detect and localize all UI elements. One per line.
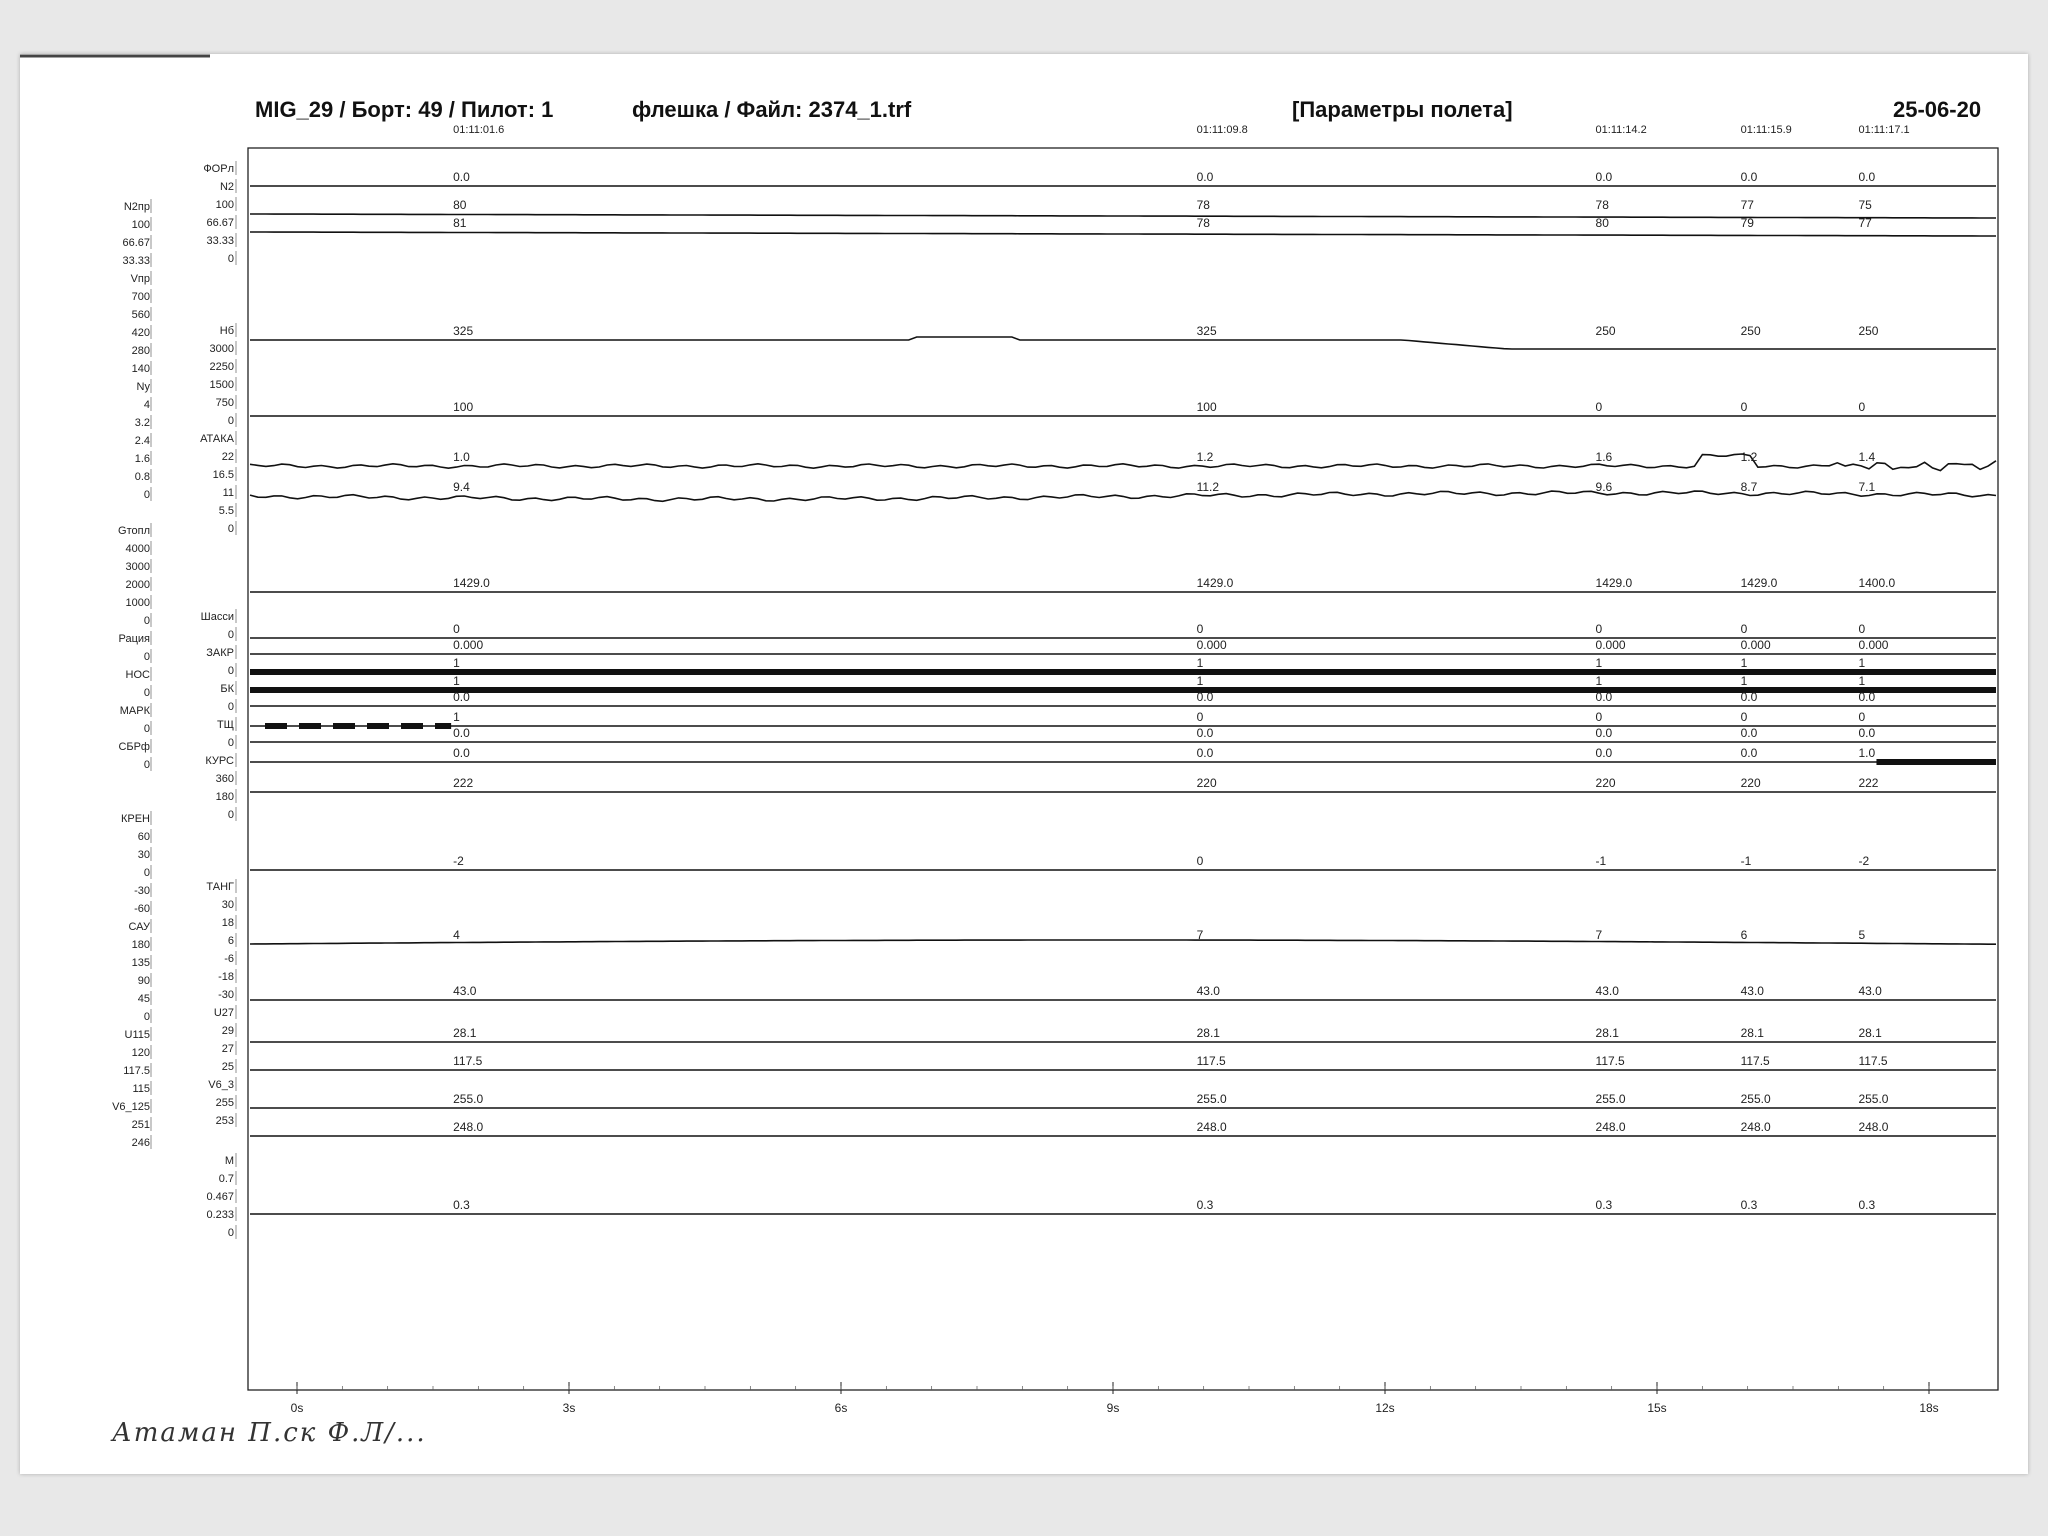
mid-scale-label: 33.33 bbox=[206, 235, 234, 247]
mid-scale-label: 0.7 bbox=[218, 1173, 234, 1185]
trace-value-label: 1.0 bbox=[453, 450, 470, 464]
trace-value-label: 4 bbox=[453, 928, 460, 942]
trace-value-label: 255.0 bbox=[1196, 1092, 1227, 1106]
trace-value-label: 28.1 bbox=[1858, 1026, 1882, 1040]
trace-value-label: 78 bbox=[1196, 216, 1210, 230]
x-axis-tick-label: 9s bbox=[1106, 1401, 1120, 1415]
mid-scale-label: ТЩ bbox=[216, 719, 234, 731]
x-axis-tick-label: 0s bbox=[290, 1401, 304, 1415]
trace-value-label: 1 bbox=[453, 656, 460, 670]
trace-value-label: 117.5 bbox=[1858, 1054, 1888, 1068]
left-scale-label: 700 bbox=[131, 291, 150, 303]
trace-value-label: 0.000 bbox=[1858, 638, 1889, 652]
trace-value-label: 78 bbox=[1196, 198, 1210, 212]
trace-value-label: 325 bbox=[1196, 324, 1217, 338]
trace-value-label: 0.3 bbox=[453, 1198, 470, 1212]
trace-value-label: 1.4 bbox=[1858, 450, 1876, 464]
left-scale-label: N2пр bbox=[123, 201, 150, 213]
mid-scale-label: 750 bbox=[215, 397, 234, 409]
trace-value-label: 43.0 bbox=[1196, 984, 1220, 998]
trace-nose bbox=[250, 669, 1996, 675]
left-scale-label: 0 bbox=[143, 651, 150, 663]
trace-value-label: -2 bbox=[1858, 854, 1870, 868]
trace-value-label: 9.6 bbox=[1595, 480, 1613, 494]
mid-scale-label: -6 bbox=[224, 953, 234, 965]
left-scale-label: СБРф bbox=[118, 741, 150, 753]
x-axis-tick-label: 3s bbox=[562, 1401, 576, 1415]
file-header: флешка / Файл: 2374_1.trf bbox=[632, 97, 912, 122]
trace-value-label: 1 bbox=[1196, 674, 1204, 688]
left-scale-label: 246 bbox=[131, 1137, 150, 1149]
trace-value-label: 0 bbox=[1858, 400, 1866, 414]
trace-attack bbox=[250, 491, 1996, 501]
trace-ny bbox=[250, 454, 1996, 471]
trace-value-label: 1 bbox=[1740, 674, 1748, 688]
left-scale-label: 0 bbox=[143, 759, 150, 771]
trace-value-label: 1429.0 bbox=[1595, 576, 1633, 590]
trace-value-label: 117.5 bbox=[1740, 1054, 1770, 1068]
handwritten-signature: Атаман П.ск Ф.Л/... bbox=[112, 1418, 427, 1448]
trace-value-label: 1 bbox=[1595, 656, 1603, 670]
trace-value-label: 0.0 bbox=[453, 690, 470, 704]
left-scale-label: 180 bbox=[131, 939, 150, 951]
trace-value-label: 43.0 bbox=[1740, 984, 1764, 998]
trace-value-label: 28.1 bbox=[1196, 1026, 1220, 1040]
left-scale-label: -30 bbox=[134, 885, 150, 897]
trace-value-label: 80 bbox=[1595, 216, 1609, 230]
trace-value-label: 43.0 bbox=[453, 984, 477, 998]
left-scale-label: 0 bbox=[143, 1011, 150, 1023]
trace-value-label: 1429.0 bbox=[1196, 576, 1234, 590]
trace-value-label: 0 bbox=[1858, 710, 1866, 724]
trace-value-label: 250 bbox=[1740, 324, 1761, 338]
trace-value-label: -2 bbox=[453, 854, 464, 868]
mid-scale-label: 6 bbox=[227, 935, 234, 947]
mid-scale-label: 0 bbox=[227, 665, 234, 677]
left-scale-label: V6_125 bbox=[112, 1101, 150, 1113]
trace-value-label: 0 bbox=[1740, 710, 1748, 724]
trace-value-label: 0 bbox=[1196, 854, 1204, 868]
trace-value-label: 0.3 bbox=[1595, 1198, 1613, 1212]
left-scale-label: -60 bbox=[134, 903, 150, 915]
mid-scale-label: ТАНГ bbox=[206, 881, 234, 893]
left-scale-label: КРЕН bbox=[120, 813, 150, 825]
mid-scale-label: М bbox=[224, 1155, 234, 1167]
trace-value-label: 0 bbox=[1740, 400, 1748, 414]
left-scale-label: САУ bbox=[128, 921, 150, 933]
trace-value-label: 7 bbox=[1595, 928, 1603, 942]
left-scale-label: 90 bbox=[137, 975, 150, 987]
left-scale-label: 135 bbox=[131, 957, 150, 969]
left-scale-label: 420 bbox=[131, 327, 150, 339]
timestamp-label: 01:11:17.1 bbox=[1858, 124, 1910, 136]
trace-value-label: 0.0 bbox=[1740, 690, 1758, 704]
trace-value-label: 0.0 bbox=[453, 726, 470, 740]
mid-scale-label: 0 bbox=[227, 415, 234, 427]
trace-value-label: 77 bbox=[1858, 216, 1872, 230]
trace-value-label: 222 bbox=[453, 776, 474, 790]
trace-value-label: 1429.0 bbox=[453, 576, 490, 590]
trace-value-label: 1 bbox=[1858, 674, 1866, 688]
flight-parameters-chart bbox=[20, 54, 2028, 1474]
trace-value-label: 0.0 bbox=[1740, 170, 1758, 184]
mid-scale-label: 25 bbox=[221, 1061, 234, 1073]
trace-value-label: -1 bbox=[1595, 854, 1607, 868]
trace-value-label: 0.0 bbox=[1196, 690, 1214, 704]
trace-value-label: 0.0 bbox=[1196, 746, 1214, 760]
left-scale-label: 251 bbox=[131, 1119, 150, 1131]
trace-value-label: 80 bbox=[453, 198, 467, 212]
trace-value-label: 5 bbox=[1858, 928, 1866, 942]
trace-value-label: 248.0 bbox=[1740, 1120, 1771, 1134]
x-axis-tick-label: 18s bbox=[1919, 1401, 1939, 1415]
left-scale-label: 115 bbox=[132, 1083, 150, 1095]
left-scale-label: 0 bbox=[143, 723, 150, 735]
trace-value-label: 6 bbox=[1740, 928, 1748, 942]
mid-scale-label: 255 bbox=[215, 1097, 234, 1109]
trace-value-label: 0.0 bbox=[1196, 170, 1214, 184]
aircraft-header: MIG_29 / Борт: 49 / Пилот: 1 bbox=[255, 97, 554, 122]
mid-scale-label: 1500 bbox=[209, 379, 234, 391]
trace-n2-right bbox=[250, 232, 1996, 236]
left-scale-label: 0 bbox=[143, 867, 150, 879]
mid-scale-label: 16.5 bbox=[212, 469, 234, 481]
mid-scale-label: 30 bbox=[221, 899, 234, 911]
left-scale-label: 30 bbox=[137, 849, 150, 861]
left-scale-label: НОС bbox=[125, 669, 150, 681]
trace-altitude bbox=[250, 337, 1996, 349]
left-scale-label: 0.8 bbox=[134, 471, 150, 483]
trace-value-label: 0 bbox=[1595, 710, 1603, 724]
mid-scale-label: 0 bbox=[227, 253, 234, 265]
trace-value-label: 248.0 bbox=[1196, 1120, 1227, 1134]
trace-value-label: 117.5 bbox=[1595, 1054, 1625, 1068]
mid-scale-label: Нб bbox=[219, 325, 234, 337]
trace-value-label: 8.7 bbox=[1740, 480, 1758, 494]
left-scale-label: 120 bbox=[131, 1047, 150, 1059]
mid-scale-label: 0 bbox=[227, 1227, 234, 1239]
timestamp-label: 01:11:01.6 bbox=[453, 124, 505, 136]
left-scale-label: Ny bbox=[136, 381, 150, 393]
trace-value-label: 81 bbox=[453, 216, 467, 230]
mid-scale-label: 3000 bbox=[209, 343, 234, 355]
trace-value-label: 7.1 bbox=[1858, 480, 1876, 494]
trace-value-label: 28.1 bbox=[453, 1026, 477, 1040]
trace-value-label: 1 bbox=[1740, 656, 1748, 670]
left-scale-label: 2.4 bbox=[134, 435, 150, 447]
trace-value-label: -1 bbox=[1740, 854, 1752, 868]
left-scale-label: 66.67 bbox=[122, 237, 150, 249]
trace-value-label: 0 bbox=[1196, 622, 1204, 636]
trace-value-label: 0.0 bbox=[453, 746, 470, 760]
trace-value-label: 78 bbox=[1595, 198, 1609, 212]
trace-value-label: 28.1 bbox=[1595, 1026, 1619, 1040]
trace-value-label: 7 bbox=[1196, 928, 1204, 942]
trace-value-label: 0 bbox=[1740, 622, 1748, 636]
trace-value-label: 77 bbox=[1740, 198, 1754, 212]
mid-scale-label: 180 bbox=[215, 791, 234, 803]
x-axis-tick-label: 6s bbox=[834, 1401, 848, 1415]
left-scale-label: 280 bbox=[131, 345, 150, 357]
trace-value-label: 117.5 bbox=[1196, 1054, 1226, 1068]
trace-value-label: 255.0 bbox=[1595, 1092, 1626, 1106]
trace-value-label: 43.0 bbox=[1595, 984, 1619, 998]
trace-value-label: 117.5 bbox=[453, 1054, 483, 1068]
trace-value-label: 100 bbox=[453, 400, 474, 414]
left-scale-label: 3.2 bbox=[134, 417, 150, 429]
mid-scale-label: 11 bbox=[222, 487, 234, 499]
mid-scale-label: БК bbox=[220, 683, 234, 695]
trace-value-label: 1 bbox=[1595, 674, 1603, 688]
trace-value-label: 220 bbox=[1595, 776, 1616, 790]
trace-value-label: 0.0 bbox=[453, 170, 470, 184]
trace-value-label: 0.0 bbox=[1196, 726, 1214, 740]
mid-scale-label: 0.467 bbox=[206, 1191, 234, 1203]
mid-scale-label: -30 bbox=[218, 989, 234, 1001]
trace-value-label: 220 bbox=[1196, 776, 1217, 790]
trace-value-label: 0.0 bbox=[1595, 690, 1613, 704]
mid-scale-label: 0 bbox=[227, 701, 234, 713]
mid-scale-label: 0.233 bbox=[206, 1209, 234, 1221]
trace-value-label: 1.0 bbox=[1858, 746, 1876, 760]
mid-scale-label: ФОРл bbox=[203, 163, 234, 175]
trace-value-label: 0.3 bbox=[1196, 1198, 1214, 1212]
trace-value-label: 0.000 bbox=[1595, 638, 1626, 652]
mid-scale-label: КУРС bbox=[205, 755, 234, 767]
timestamp-label: 01:11:14.2 bbox=[1595, 124, 1647, 136]
trace-value-label: 222 bbox=[1858, 776, 1879, 790]
mid-scale-label: U27 bbox=[213, 1007, 234, 1019]
mid-scale-label: 27 bbox=[221, 1043, 234, 1055]
mid-scale-label: 0 bbox=[227, 523, 234, 535]
trace-value-label: 0.0 bbox=[1858, 690, 1876, 704]
trace-value-label: 100 bbox=[1196, 400, 1217, 414]
x-axis-tick-label: 15s bbox=[1647, 1401, 1667, 1415]
left-scale-label: 4000 bbox=[125, 543, 150, 555]
trace-value-label: 255.0 bbox=[1740, 1092, 1771, 1106]
trace-value-label: 1 bbox=[453, 674, 460, 688]
trace-value-label: 0.000 bbox=[1196, 638, 1227, 652]
trace-bk bbox=[250, 687, 1996, 693]
trace-value-label: 0.0 bbox=[1740, 746, 1758, 760]
trace-value-label: 0.0 bbox=[1858, 726, 1876, 740]
left-scale-label: 117.5 bbox=[123, 1065, 150, 1077]
mid-scale-label: V6_3 bbox=[208, 1079, 234, 1091]
trace-value-label: 250 bbox=[1858, 324, 1879, 338]
trace-value-label: 0.0 bbox=[1595, 170, 1613, 184]
trace-value-label: 255.0 bbox=[1858, 1092, 1889, 1106]
mid-scale-label: 2250 bbox=[209, 361, 234, 373]
trace-value-label: 0.000 bbox=[453, 638, 484, 652]
x-axis-tick-label: 12s bbox=[1375, 1401, 1395, 1415]
trace-value-label: 0.3 bbox=[1740, 1198, 1758, 1212]
trace-value-label: 325 bbox=[453, 324, 474, 338]
mid-scale-label: Шасси bbox=[200, 611, 234, 623]
trace-value-label: 248.0 bbox=[1858, 1120, 1889, 1134]
trace-value-label: 9.4 bbox=[453, 480, 470, 494]
left-scale-label: Gтопл bbox=[118, 525, 150, 537]
left-scale-label: 140 bbox=[131, 363, 150, 375]
mid-scale-label: АТАКА bbox=[200, 433, 234, 445]
left-scale-label: Рация bbox=[118, 633, 150, 645]
left-scale-label: 0 bbox=[143, 615, 150, 627]
trace-value-label: 11.2 bbox=[1196, 480, 1220, 494]
left-scale-label: 1000 bbox=[125, 597, 150, 609]
mid-scale-label: 66.67 bbox=[206, 217, 234, 229]
mid-scale-label: 0 bbox=[227, 737, 234, 749]
left-scale-label: 33.33 bbox=[122, 255, 150, 267]
left-scale-label: 0 bbox=[143, 687, 150, 699]
trace-pitch bbox=[250, 940, 1996, 944]
left-scale-label: 45 bbox=[137, 993, 150, 1005]
trace-value-label: 1 bbox=[453, 710, 460, 724]
mid-scale-label: 29 bbox=[221, 1025, 234, 1037]
trace-value-label: 1.2 bbox=[1196, 450, 1214, 464]
left-scale-label: 60 bbox=[137, 831, 150, 843]
trace-value-label: 0.0 bbox=[1740, 726, 1758, 740]
mid-scale-label: 360 bbox=[215, 773, 234, 785]
trace-value-label: 1400.0 bbox=[1858, 576, 1896, 590]
mid-scale-label: 18 bbox=[221, 917, 234, 929]
trace-value-label: 1 bbox=[1858, 656, 1866, 670]
left-scale-label: 1.6 bbox=[134, 453, 150, 465]
plot-frame bbox=[248, 148, 1998, 1390]
trace-value-label: 0.0 bbox=[1595, 726, 1613, 740]
trace-value-label: 0 bbox=[1858, 622, 1866, 636]
trace-value-label: 0 bbox=[1595, 622, 1603, 636]
trace-value-label: 0.0 bbox=[1858, 170, 1876, 184]
mid-scale-label: 0 bbox=[227, 629, 234, 641]
trace-value-label: 250 bbox=[1595, 324, 1616, 338]
trace-value-label: 248.0 bbox=[453, 1120, 484, 1134]
trace-value-label: 1.2 bbox=[1740, 450, 1758, 464]
trace-sbr2-active bbox=[1876, 759, 1996, 765]
left-scale-label: 3000 bbox=[125, 561, 150, 573]
left-scale-label: U115 bbox=[124, 1029, 150, 1041]
mid-scale-label: 5.5 bbox=[218, 505, 234, 517]
timestamp-label: 01:11:15.9 bbox=[1740, 124, 1792, 136]
trace-value-label: 0 bbox=[1196, 710, 1204, 724]
trace-value-label: 0.3 bbox=[1858, 1198, 1876, 1212]
timestamp-label: 01:11:09.8 bbox=[1196, 124, 1248, 136]
trace-value-label: 75 bbox=[1858, 198, 1872, 212]
left-scale-label: МАРК bbox=[119, 705, 150, 717]
mid-scale-label: 100 bbox=[215, 199, 234, 211]
section-title: [Параметры полета] bbox=[1292, 97, 1513, 122]
left-scale-label: 100 bbox=[131, 219, 150, 231]
trace-value-label: 1.6 bbox=[1595, 450, 1613, 464]
trace-value-label: 43.0 bbox=[1858, 984, 1882, 998]
trace-value-label: 255.0 bbox=[453, 1092, 484, 1106]
report-sheet bbox=[20, 54, 2028, 1474]
mid-scale-label: 253 bbox=[215, 1115, 234, 1127]
mid-scale-label: 22 bbox=[221, 451, 234, 463]
trace-value-label: 28.1 bbox=[1740, 1026, 1764, 1040]
mid-scale-label: N2 bbox=[219, 181, 234, 193]
trace-value-label: 0 bbox=[453, 622, 460, 636]
trace-n2-left bbox=[250, 214, 1996, 218]
mid-scale-label: 0 bbox=[227, 809, 234, 821]
mid-scale-label: ЗАКР bbox=[206, 647, 234, 659]
left-scale-label: 4 bbox=[143, 399, 150, 411]
trace-value-label: 0.0 bbox=[1595, 746, 1613, 760]
trace-value-label: 1 bbox=[1196, 656, 1204, 670]
mid-scale-label: -18 bbox=[218, 971, 234, 983]
left-scale-label: 0 bbox=[143, 489, 150, 501]
left-scale-label: 2000 bbox=[125, 579, 150, 591]
trace-value-label: 0.000 bbox=[1740, 638, 1771, 652]
trace-value-label: 248.0 bbox=[1595, 1120, 1626, 1134]
trace-value-label: 220 bbox=[1740, 776, 1761, 790]
trace-value-label: 79 bbox=[1740, 216, 1754, 230]
left-scale-label: 560 bbox=[131, 309, 150, 321]
left-scale-label: Vпр bbox=[130, 273, 150, 285]
trace-value-label: 0 bbox=[1595, 400, 1603, 414]
trace-value-label: 1429.0 bbox=[1740, 576, 1778, 590]
date-label: 25-06-20 bbox=[1893, 97, 1982, 122]
